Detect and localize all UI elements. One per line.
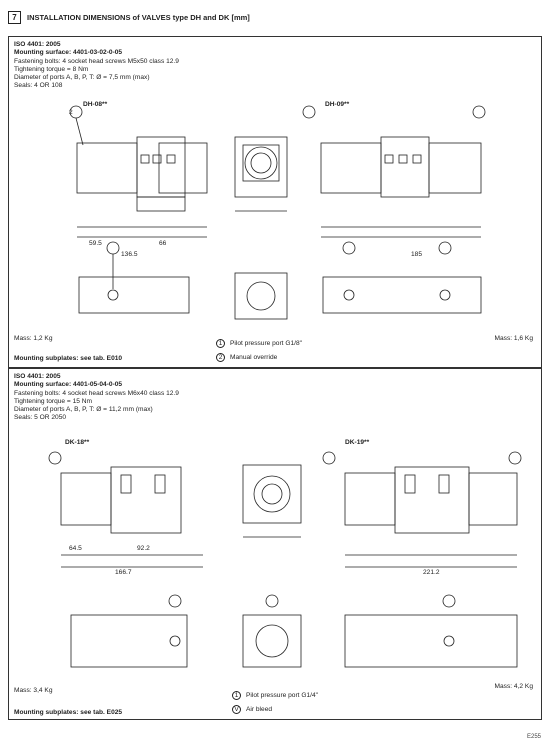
dim-221-2: 221.2 [423,569,440,576]
dh08-front-view [70,106,207,237]
dk18-label: DK-18** [65,439,90,446]
dh-ports: Diameter of ports A, B, P, T: Ø = 7,5 mm (max) [14,74,150,82]
dim-185: 185 [411,251,423,258]
dk-subplates: Mounting subplates: see tab. E025 [14,709,123,716]
section-number: 7 [8,11,21,24]
dh-drawing [9,37,543,369]
section-title: INSTALLATION DIMENSIONS of VALVES type DH and DK [mm] [27,12,250,22]
dh-torque: Tightening torque = 8 Nm [14,65,89,73]
dim-136-5: 136.5 [121,251,138,258]
dh-mass-right: Mass: 1,6 Kg [494,335,533,342]
dh-seals: Seals: 4 OR 108 [14,82,63,90]
dh-mass-left: Mass: 1,2 Kg [14,335,53,342]
dh-standard: ISO 4401: 2005 [14,41,61,48]
page-code: E255 [526,734,541,740]
dh08-label: DH-08** [83,101,108,108]
dim-59-5: 59.5 [89,240,102,247]
dim-92-2: 92.2 [137,545,150,552]
dk-mass-left: Mass: 3,4 Kg [14,687,53,694]
dk-bottom-views [71,595,517,667]
dk-side-view [243,465,301,537]
dk19-label: DK-19** [345,439,370,446]
dh09-front-view [303,106,485,237]
dk-legend-1: 1 Pilot pressure port G1/4" [232,691,318,700]
dh-side-view [235,137,287,211]
dh09-label: DH-09** [325,101,350,108]
dk19-front-view [323,452,521,567]
dk-mounting-surface: Mounting surface: 4401-05-04-0-05 [14,381,123,389]
dk-bolts: Fastening bolts: 4 socket head screws M6x40 class 12.9 [14,389,179,397]
dim-66: 66 [159,240,167,247]
callout-2-left: 2 [69,109,73,116]
dk-torque: Tightening torque = 15 Nm [14,397,93,405]
dk-mass-right: Mass: 4,2 Kg [494,683,533,690]
dh-valves-panel [8,36,542,368]
dk-standard: ISO 4401: 2005 [14,373,61,380]
dk-valves-panel [8,368,542,720]
dim-64-5: 64.5 [69,545,82,552]
section-header [8,10,250,24]
dim-166-7: 166.7 [115,569,132,576]
dh-bolts: Fastening bolts: 4 socket head screws M5x50 class 12.9 [14,57,179,65]
dk-seals: Seals: 5 OR 2050 [14,414,67,422]
dh-subplates: Mounting subplates: see tab. E010 [14,355,123,362]
dh-mounting-surface: Mounting surface: 4401-03-02-0-05 [14,49,123,57]
dh-legend-1: 1 Pilot pressure port G1/8" [216,339,302,348]
dh-legend-2: 2 Manual override [216,353,277,362]
dk-ports: Diameter of ports A, B, P, T: Ø = 11,2 mm (max) [14,406,153,414]
dk-drawing [9,369,543,721]
dk-legend-v: V Air bleed [232,705,272,714]
